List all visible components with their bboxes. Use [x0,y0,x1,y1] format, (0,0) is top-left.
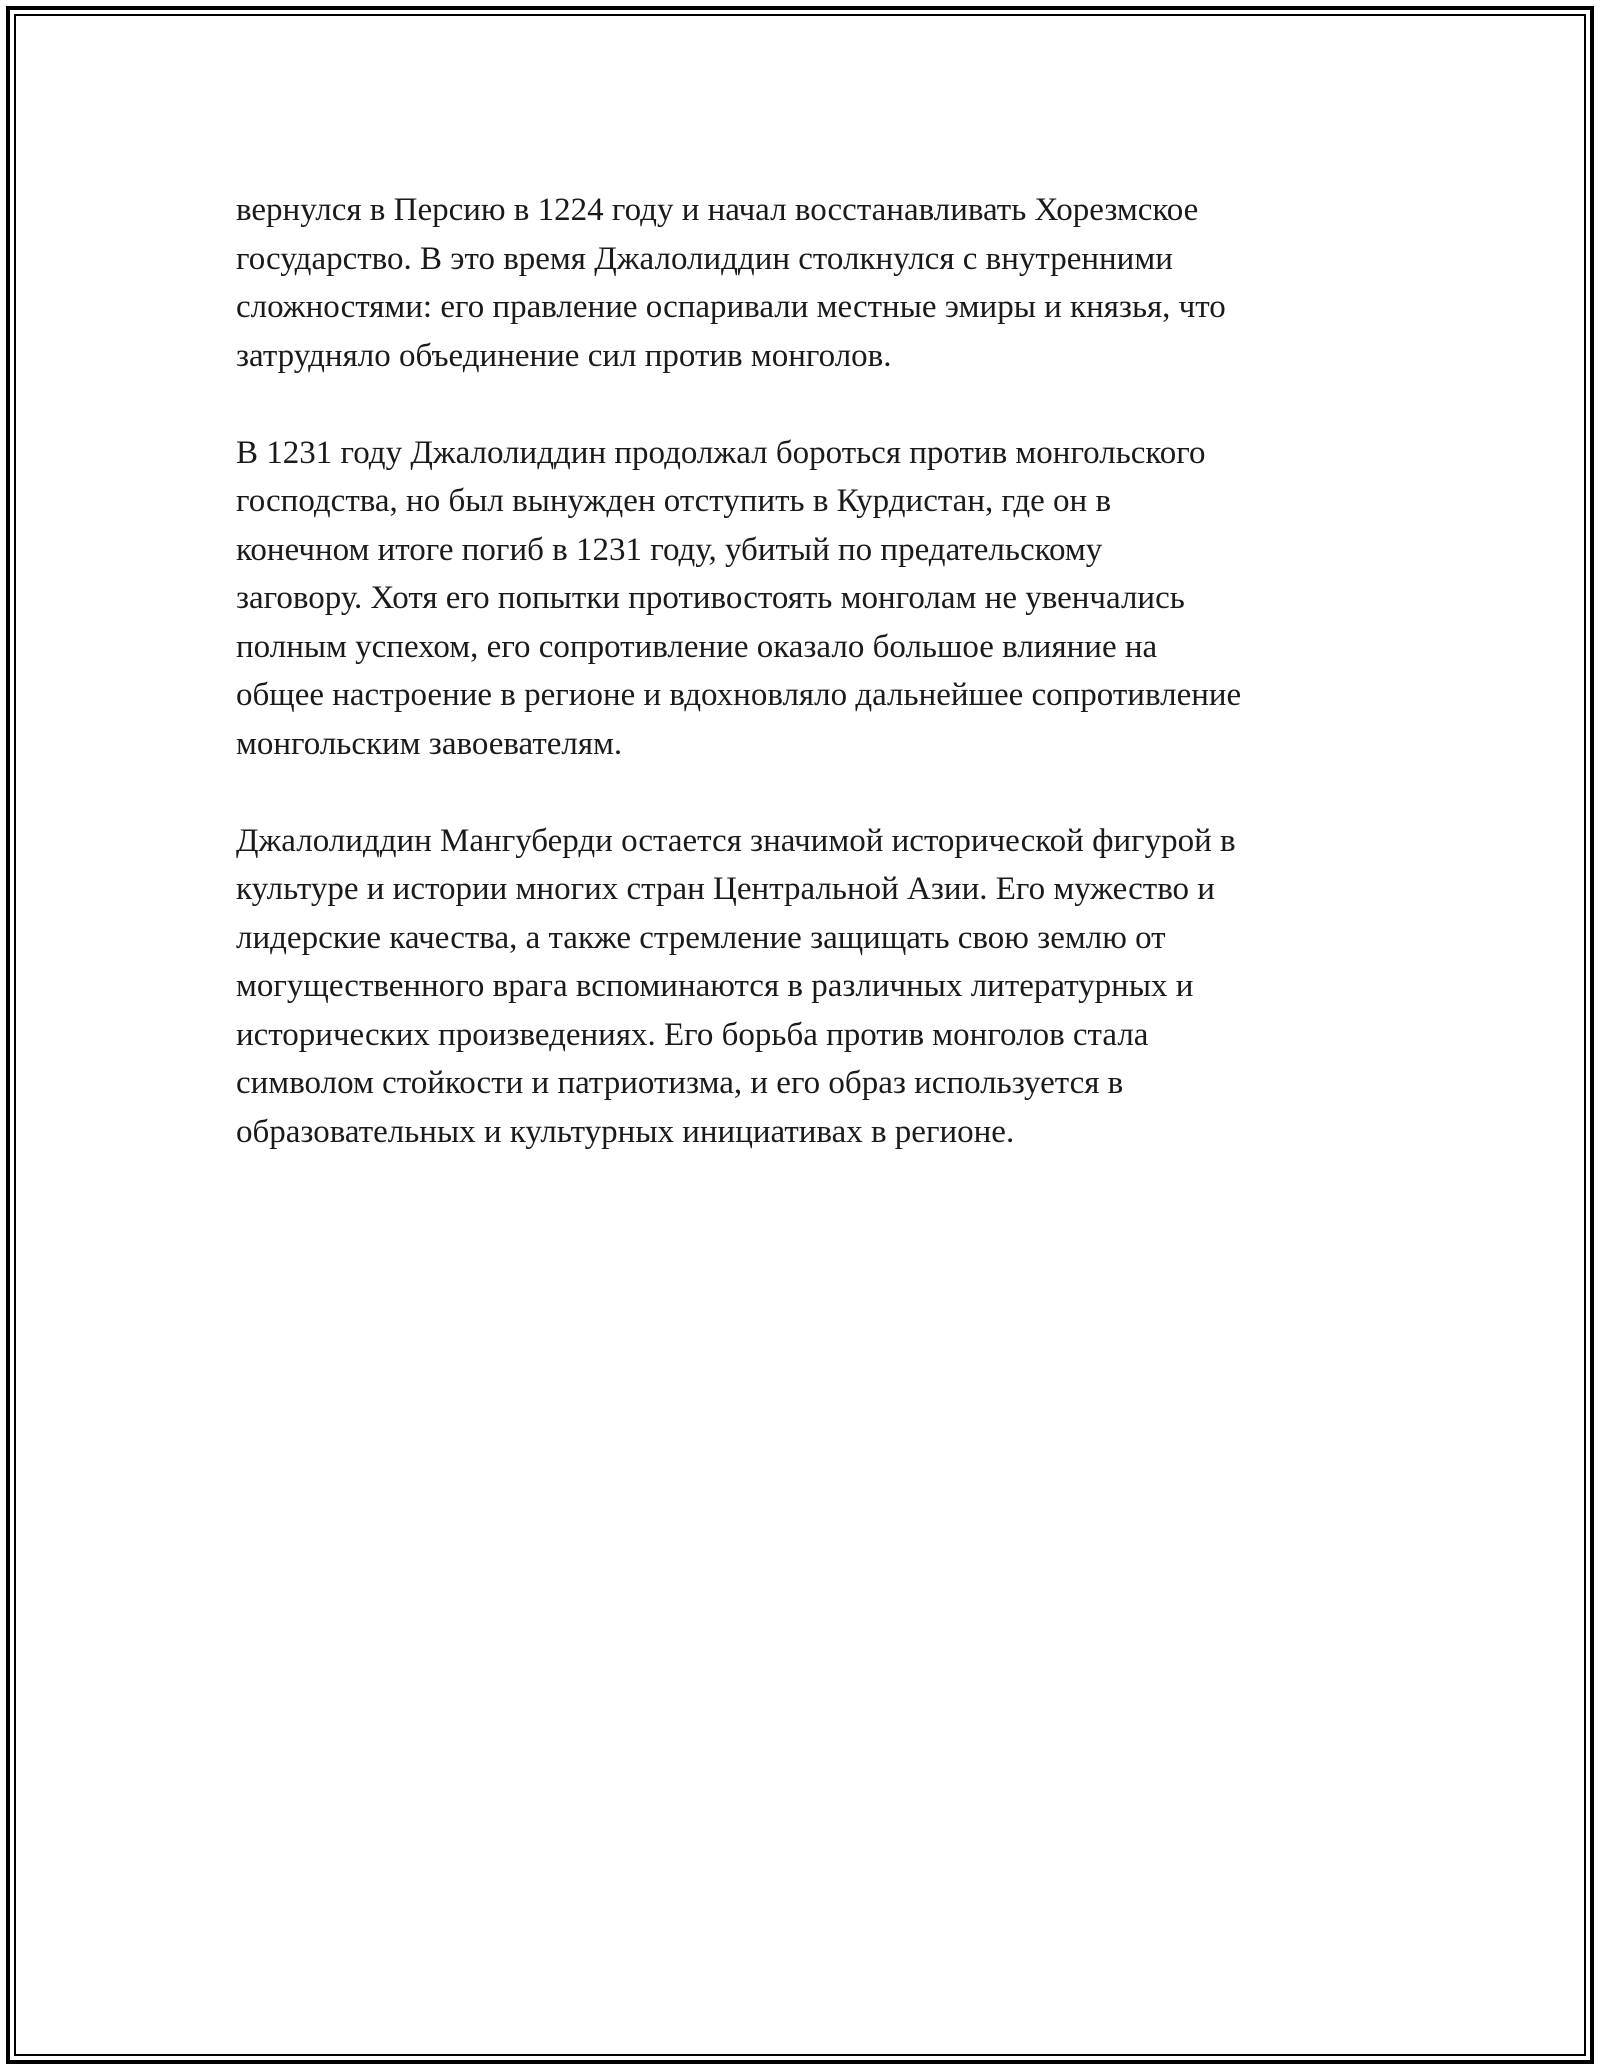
document-body [236,186,1386,1205]
paragraph-1: вернулся в Персию в 1224 году и начал восстанавливать Хорезмское государство. В это время Джалолиддин столкнулся с внутренними сложностями: его правление оспаривали местные эмиры и князья, что затрудняло объединение сил против монголов. [236,192,1226,374]
paragraph-3: Джалолиддин Мангуберди остается значимой исторической фигурой в культуре и истории многих стран Центральной Азии. Его мужество и лидерские качества, а также стремление защищать свою землю от могущественного врага вспоминаются в различных литературных и исторических произведениях. Его борьба против монголов стала символом стойкости и патриотизма, и его образ используется в образовательных и культурных инициативах в регионе. [236,822,1236,1150]
paragraph-2: В 1231 году Джалолиддин продолжал бороться против монгольского господства, но был вынужден отступить в Курдистан, где он в конечном итоге погиб в 1231 году, убитый по предательскому заговору. Хотя его попытки противостоять монголам не увенчались полным успехом, его сопротивление оказало большое влияние на общее настроение в регионе и вдохновляло дальнейшее сопротивление монгольским завоевателям. [236,434,1242,762]
